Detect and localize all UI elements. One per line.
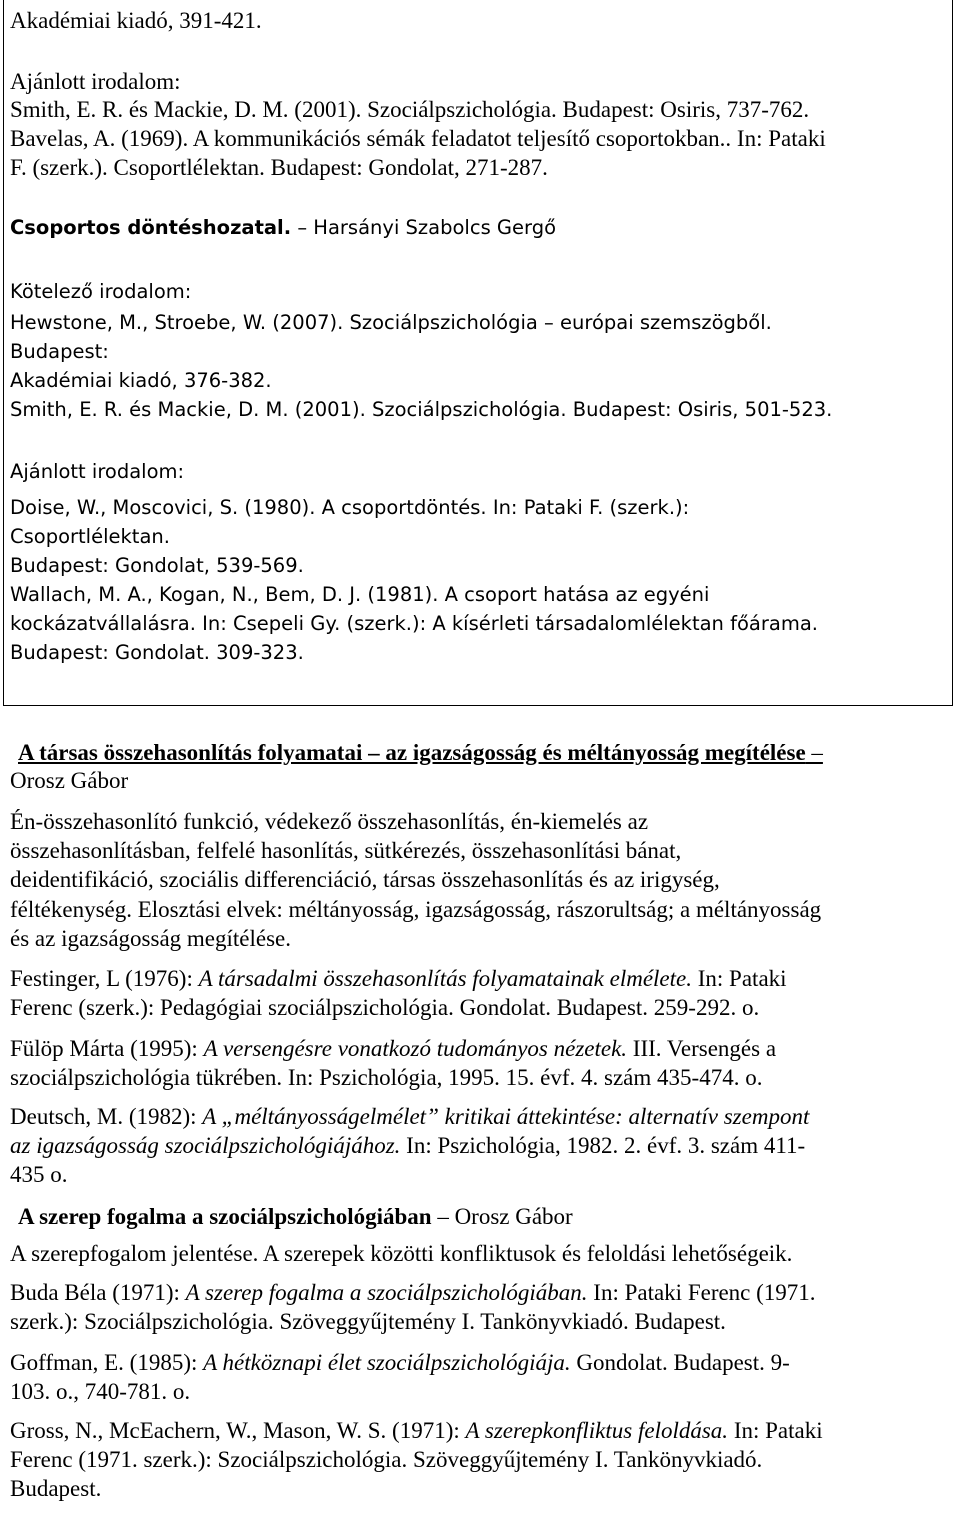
reference-gross-city: Budapest. — [10, 1476, 102, 1501]
heading-dash: – — [805, 740, 823, 765]
reference-hewstone-publisher: Akadémiai kiadó, 376-382. — [10, 369, 272, 392]
reference-author: Deutsch, M. (1982): — [10, 1104, 203, 1129]
reference-deutsch — [10, 1105, 809, 1128]
description-line: féltékenység. Elosztási elvek: méltányosság, igazságosság, rászorultság; a méltányosság — [10, 897, 822, 922]
reference-source: In: Pataki — [728, 1418, 823, 1443]
section-author: – Harsányi Szabolcs Gergő — [291, 216, 557, 239]
publisher-line: Akadémiai kiadó, 391-421. — [10, 8, 262, 33]
reference-author: Goffman, E. (1985): — [10, 1350, 204, 1375]
reference-festinger — [10, 967, 787, 990]
reference-smith-2: Smith, E. R. és Mackie, D. M. (2001). Szociálpszichológia. Budapest: Osiris, 501-523. — [10, 398, 833, 421]
reference-gross — [10, 1419, 823, 1442]
reference-gross-cont: Ferenc (1971. szerk.): Szociálpszichológia. Szöveggyűjtemény I. Tankönyvkiadó. — [10, 1447, 763, 1472]
reference-title: A szerepkonfliktus feloldása. — [465, 1418, 729, 1443]
reference-buda-cont: szerk.): Szociálpszichológia. Szöveggyűjtemény I. Tankönyvkiadó. Budapest. — [10, 1309, 726, 1334]
description-line: és az igazságosság megítélése. — [10, 926, 291, 951]
reference-author: Festinger, L (1976): — [10, 966, 199, 991]
reference-source: In: Pataki Ferenc (1971. — [587, 1280, 816, 1305]
reference-doise-publisher: Budapest: Gondolat, 539-569. — [10, 554, 304, 577]
section-heading-role-concept — [18, 1205, 573, 1228]
section-author: Orosz Gábor — [10, 768, 129, 793]
reference-hewstone: Hewstone, M., Stroebe, W. (2007). Szociálpszichológia – európai szemszögből. — [10, 311, 772, 334]
reference-author: Buda Béla (1971): — [10, 1280, 186, 1305]
section-heading-group-decision — [10, 218, 556, 238]
section-heading-social-comparison — [18, 741, 823, 764]
reference-title: A szerep fogalma a szociálpszichológiában. — [185, 1280, 588, 1305]
reference-bavelas-cont: F. (szerk.). Csoportlélektan. Budapest: Gondolat, 271-287. — [10, 155, 548, 180]
description-line: A szerepfogalom jelentése. A szerepek közötti konfliktusok és feloldási lehetőségeik. — [10, 1241, 793, 1266]
reference-fulop-cont: szociálpszichológia tükrében. In: Pszichológia, 1995. 15. évf. 4. szám 435-474. o. — [10, 1065, 763, 1090]
reference-source: III. Versengés a — [627, 1036, 777, 1061]
recommended-reading-label: Ajánlott irodalom: — [10, 69, 181, 94]
reference-source: Gondolat. Budapest. 9- — [570, 1350, 790, 1375]
reference-wallach-cont: kockázatvállalásra. In: Csepeli Gy. (szerk.): A kísérleti társadalomlélektan főárama. — [10, 612, 818, 635]
reference-title: A társadalmi összehasonlítás folyamatainak elmélete. — [198, 966, 692, 991]
recommended-reading-label-2: Ajánlott irodalom: — [10, 460, 185, 483]
reference-source: In: Pataki — [692, 966, 787, 991]
description-line: összehasonlításban, felfelé hasonlítás, sütkérezés, összehasonlítási bánat, — [10, 838, 682, 863]
description-line: deidentifikáció, szociális differenciáció, társas összehasonlítás és az irigység, — [10, 867, 720, 892]
reference-hewstone-city: Budapest: — [10, 340, 109, 363]
reference-author: Gross, N., McEachern, W., Mason, W. S. (1971): — [10, 1418, 466, 1443]
reference-title: az igazságosság szociálpszichológiájához. — [10, 1133, 401, 1158]
reference-festinger-cont: Ferenc (szerk.): Pedagógiai szociálpszichológia. Gondolat. Budapest. 259-292. o. — [10, 995, 760, 1020]
reference-doise-title: Csoportlélektan. — [10, 525, 170, 548]
reference-bavelas: Bavelas, A. (1969). A kommunikációs sémák feladatot teljesítő csoportokban.. In: Pataki — [10, 126, 826, 151]
reference-doise: Doise, W., Moscovici, S. (1980). A csoportdöntés. In: Pataki F. (szerk.): — [10, 496, 690, 519]
section-author: – Orosz Gábor — [431, 1204, 573, 1229]
reference-deutsch-pages: 435 o. — [10, 1162, 68, 1187]
reference-deutsch-cont — [10, 1134, 805, 1157]
reference-wallach: Wallach, M. A., Kogan, N., Bem, D. J. (1981). A csoport hatása az egyéni — [10, 583, 710, 606]
reference-author: Fülöp Márta (1995): — [10, 1036, 204, 1061]
section-title: A társas összehasonlítás folyamatai – az igazságosság és méltányosság megítélése — [18, 740, 806, 765]
reference-title: A „méltányosságelmélet” kritikai áttekintése: alternatív szempont — [202, 1104, 810, 1129]
reference-fulop — [10, 1037, 776, 1060]
reference-smith: Smith, E. R. és Mackie, D. M. (2001). Szociálpszichológia. Budapest: Osiris, 737-762. — [10, 97, 810, 122]
mandatory-reading-label: Kötelező irodalom: — [10, 280, 192, 303]
reference-title: A hétköznapi élet szociálpszichológiája. — [203, 1350, 571, 1375]
description-line: Én-összehasonlító funkció, védekező összehasonlítás, én-kiemelés az — [10, 809, 649, 834]
reference-goffman-pages: 103. o., 740-781. o. — [10, 1379, 191, 1404]
reference-buda — [10, 1281, 816, 1304]
reference-title: A versengésre vonatkozó tudományos nézetek. — [203, 1036, 628, 1061]
section-title: Csoportos döntéshozatal. — [10, 216, 292, 239]
reference-goffman — [10, 1351, 790, 1374]
section-title: A szerep fogalma a szociálpszichológiában — [18, 1204, 432, 1229]
reference-source: In: Pszichológia, 1982. 2. évf. 3. szám 411- — [400, 1133, 806, 1158]
reference-wallach-publisher: Budapest: Gondolat. 309-323. — [10, 641, 304, 664]
